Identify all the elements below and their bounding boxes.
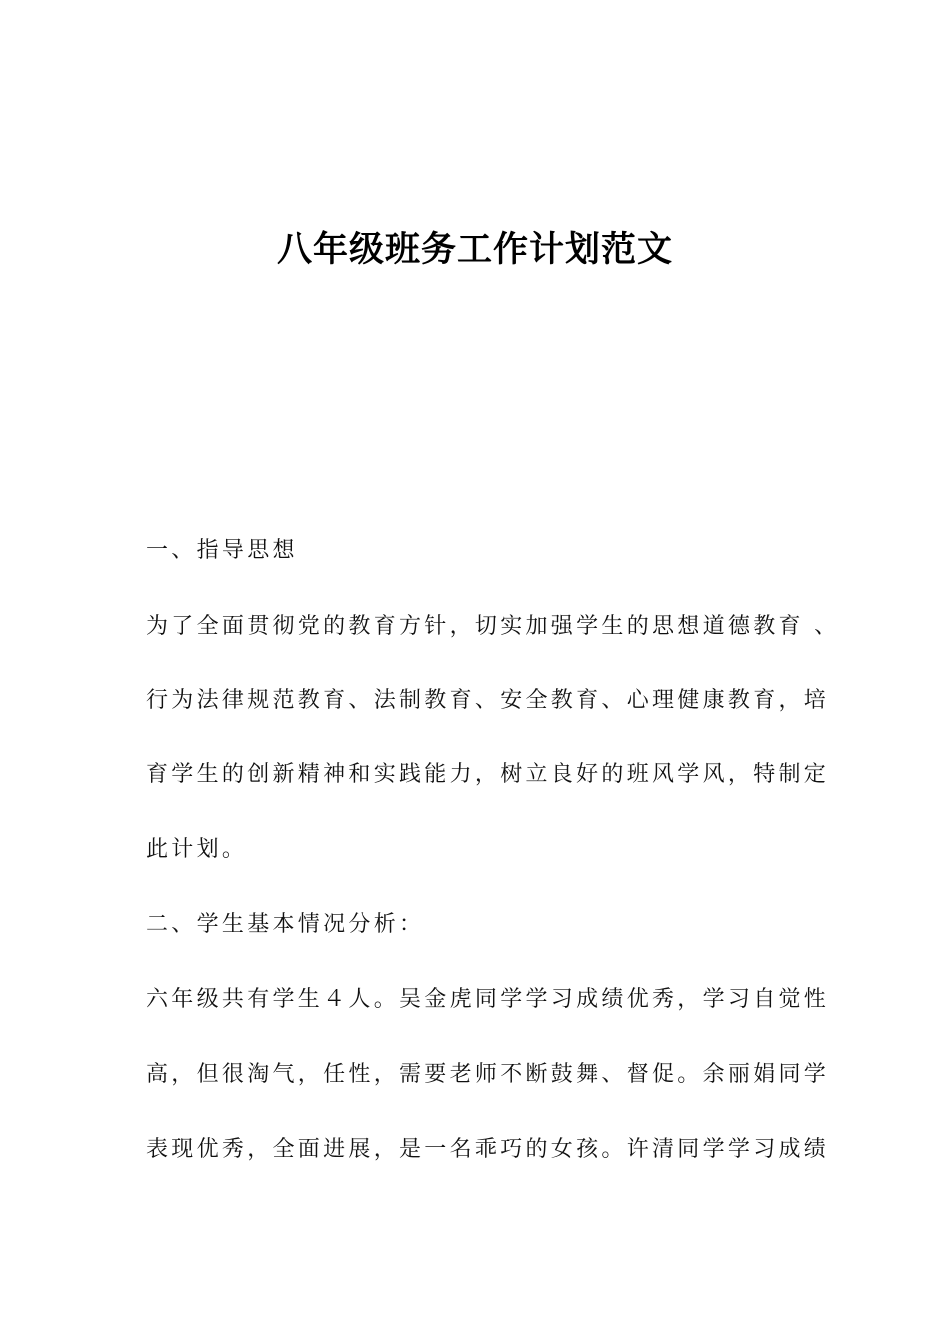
document-title: 八年级班务工作计划范文 xyxy=(276,230,673,270)
paragraph-line: 表现优秀，全面进展，是一名乖巧的女孩。许清同学学习成绩 xyxy=(146,1137,830,1162)
heading-student-analysis: 二、学生基本情况分析： xyxy=(146,912,425,937)
paragraph-line: 行为法律规范教育、法制教育、安全教育、心理健康教育，培 xyxy=(146,688,830,713)
paragraph-line: 此计划。 xyxy=(146,837,248,862)
heading-guiding-thought: 一、指导思想 xyxy=(146,538,298,563)
paragraph-line: 六年级共有学生４人。吴金虎同学学习成绩优秀，学习自觉性 xyxy=(146,987,830,1012)
paragraph-line: 为了全面贯彻党的教育方针，切实加强学生的思想道德教育 、 xyxy=(146,614,840,639)
paragraph-line: 高，但很淘气，任性，需要老师不断鼓舞、督促。余丽娟同学 xyxy=(146,1062,830,1087)
paragraph-line: 育学生的创新精神和实践能力，树立良好的班风学风，特制定 xyxy=(146,762,830,787)
